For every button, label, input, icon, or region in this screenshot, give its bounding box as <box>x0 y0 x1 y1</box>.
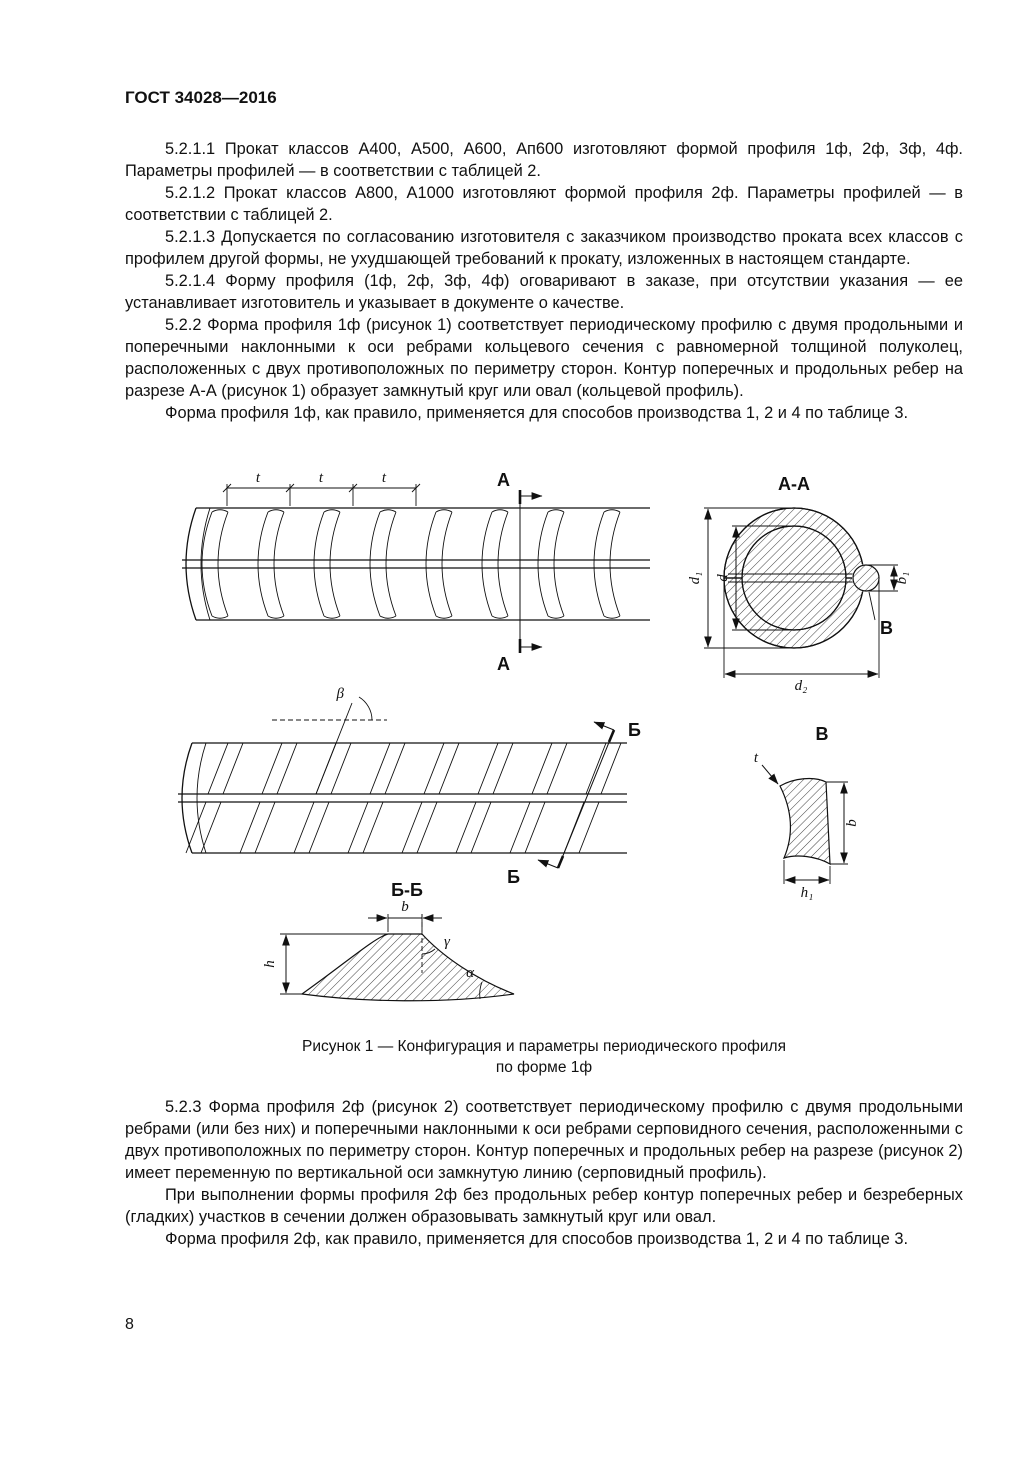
section-b-label-top: Б <box>628 720 641 740</box>
pitch-dimension-t <box>223 470 420 506</box>
paragraph-522-note: Форма профиля 1ф, как правило, применяется для способов производства 1, 2 и 4 по таблице 3. <box>165 404 909 422</box>
figure-caption-line2: по форме 1ф <box>495 1059 593 1076</box>
paragraph-5212: 5.2.1.2 Прокат классов А800, А1000 изготовляют формой профиля 2ф. Параметры профилей — в соответствии с таблицей 2. <box>125 184 963 224</box>
paragraph-5211: 5.2.1.1 Прокат классов А400, А500, А600, Ап600 изготовляют формой профиля 1ф, 2ф, 3ф, 4ф. Параметры профилей — в соответствии с таблицей 2. <box>125 140 963 180</box>
section-aa-title: А-А <box>778 474 810 494</box>
detail-v-ref-label: В <box>880 618 893 638</box>
paragraph-523-note2: Форма профиля 2ф, как правило, применяется для способов производства 1, 2 и 4 по таблице 3. <box>165 1230 909 1248</box>
section-a-label-top: А <box>497 470 510 490</box>
figure-1 <box>122 468 967 1036</box>
dim-label-h: h <box>262 960 278 968</box>
section-bb-view <box>262 880 514 1001</box>
paragraph-523: 5.2.3 Форма профиля 2ф (рисунок 2) соответствует периодическому профилю с двумя продольными ребрами (или без них) и поперечными наклонными к оси ребрами серповидного сечения, расположенными с двух противоположных по периметру сторон. Контур поперечных и продольных ребер на разрезе (рисунок 2) имеет переменную по вертикальной оси замкнутую линию (серповидный профиль). <box>125 1098 963 1182</box>
pitch-label-t1: t <box>255 470 261 486</box>
dim-label-b-cross: b <box>401 899 409 915</box>
body-text-bottom <box>125 1096 963 1250</box>
rebar-side-view-top <box>182 508 650 620</box>
rebar-side-view-bottom <box>178 686 641 887</box>
angle-alpha-label: α <box>466 965 474 981</box>
paragraph-5213: 5.2.1.3 Допускается по согласованию изготовителя с заказчиком производство проката всех классов с профилем другой формы, не ухудшающей требований к прокату, изложенных в настоящем стандарте. <box>125 228 963 268</box>
figure-caption <box>125 1036 963 1078</box>
figure-caption-line1: Рисунок 1 — Конфигурация и параметры периодического профиля <box>302 1038 786 1055</box>
angle-beta-label: β <box>336 686 344 702</box>
figure-1-drawing <box>122 468 967 1036</box>
paragraph-522: 5.2.2 Форма профиля 1ф (рисунок 1) соответствует периодическому профилю с двумя продольными и поперечными наклонными к оси ребрами кольцевого сечения с равномерной толщиной полуколец, расположенных с двух противоположных по периметру сторон. Контур поперечных и продольных ребер на разрезе А-А (рисунок 1) образует замкнутый круг или овал (кольцевой профиль). <box>125 316 963 400</box>
angle-gamma-label: γ <box>444 934 450 950</box>
dim-label-d1: d₁ <box>687 571 703 585</box>
dim-label-b-rib: b <box>844 819 860 827</box>
section-b-label-bottom: Б <box>507 867 520 887</box>
section-bb-title: Б-Б <box>391 880 423 900</box>
detail-v-view <box>754 724 860 901</box>
dim-label-d: d <box>715 574 731 582</box>
detail-v-title: В <box>815 724 829 744</box>
section-aa-view <box>687 474 910 694</box>
dim-label-t-rib: t <box>753 750 758 766</box>
pitch-label-t3: t <box>381 470 387 486</box>
pitch-label-t2: t <box>318 470 324 486</box>
body-text-top <box>125 138 963 424</box>
doc-header: ГОСТ 34028—2016 <box>125 88 277 107</box>
paragraph-5214: 5.2.1.4 Форму профиля (1ф, 2ф, 3ф, 4ф) оговаривают в заказе, при отсутствии указания — ее устанавливает изготовитель и указывает в документе о качестве. <box>125 272 963 312</box>
dim-label-h1: h₁ <box>800 885 814 901</box>
dim-label-b1: b₁ <box>894 571 910 585</box>
page-number: 8 <box>125 1316 134 1333</box>
dim-label-d2: d₂ <box>794 678 808 694</box>
section-a-label-bottom: А <box>497 654 510 674</box>
paragraph-523-note1: При выполнении формы профиля 2ф без продольных ребер контур поперечных ребер и безреберных (гладких) участков в сечении должен образовывать замкнутый круг или овал. <box>125 1186 963 1226</box>
section-line-a <box>497 470 542 674</box>
